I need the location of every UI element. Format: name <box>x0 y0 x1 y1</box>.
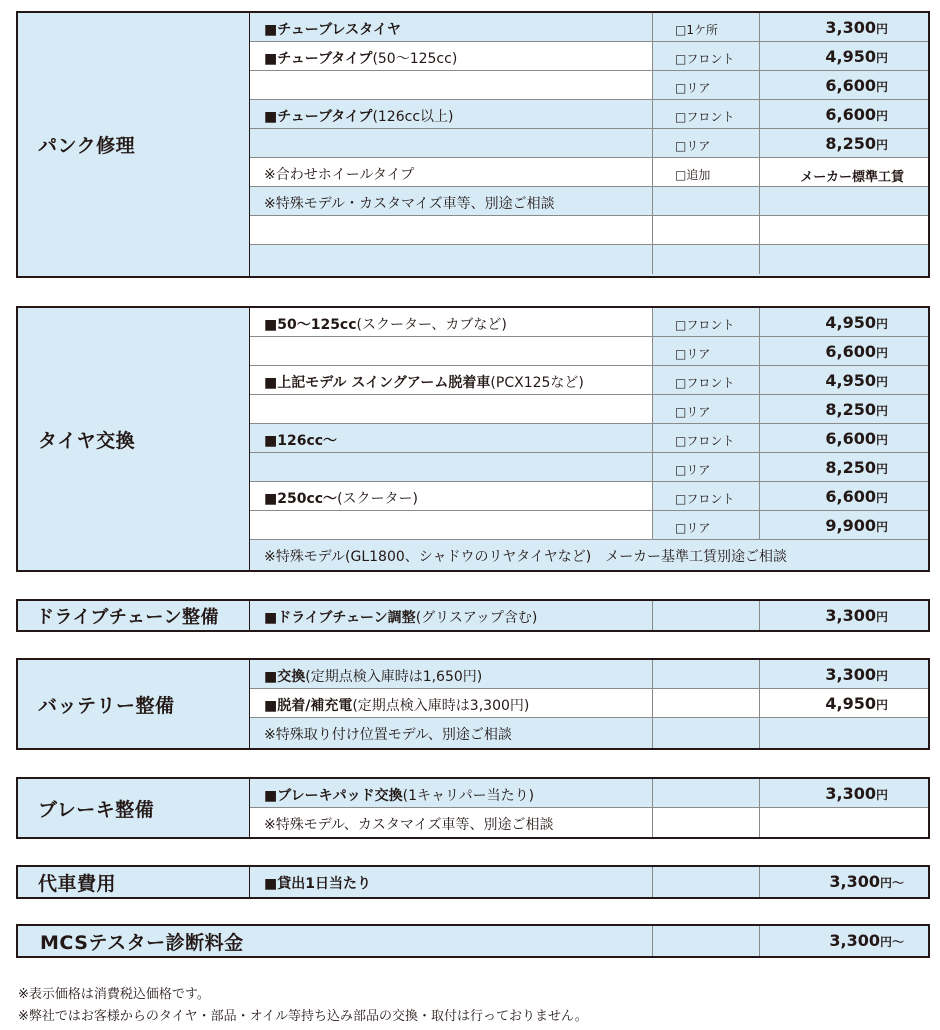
price: 3,300円 <box>825 784 888 803</box>
service-desc-cont <box>250 129 653 157</box>
special-note: ※特殊取り付け位置モデル、別途ご相談 <box>250 718 653 748</box>
empty-row <box>250 245 928 274</box>
note-row <box>250 187 928 216</box>
service-desc: ■チューブレスタイヤ <box>250 13 653 41</box>
price: 3,300円 <box>825 606 888 625</box>
price: 4,950円 <box>825 47 888 66</box>
service-desc: ■脱着/補充電(定期点検入庫時は3,300円) <box>250 689 653 717</box>
option-checkbox[interactable]: □リア <box>653 71 760 99</box>
service-desc: ■チューブタイプ(126cc以上) <box>250 100 653 128</box>
puncture-table <box>16 11 930 278</box>
empty-cell <box>653 187 760 215</box>
price-row <box>250 660 928 689</box>
option-checkbox[interactable]: □フロント <box>653 42 760 70</box>
chain-table <box>16 599 930 632</box>
empty-cell <box>653 867 760 897</box>
price: 6,600円 <box>825 76 888 95</box>
chain-category: ドライブチェーン整備 <box>18 601 250 630</box>
price-row <box>250 867 928 897</box>
empty-row <box>250 216 928 245</box>
price-row <box>250 42 928 71</box>
price-row <box>250 366 928 395</box>
mcs-category: MCSテスター診断料金 <box>18 926 653 956</box>
note-row <box>250 718 928 748</box>
price: 6,600円 <box>825 342 888 361</box>
brake-table <box>16 777 930 839</box>
footnote-parts: ※弊社ではお客様からのタイヤ・部品・オイル等持ち込み部品の交換・取付は行っておりません。 <box>18 1009 588 1024</box>
service-desc-cont <box>250 453 653 481</box>
price-row <box>250 779 928 808</box>
special-note: ※特殊モデル(GL1800、シャドウのリヤタイヤなど) メーカー基準工賃別途ご相談 <box>264 549 787 565</box>
empty-cell <box>653 660 760 688</box>
empty-cell <box>653 601 760 630</box>
service-desc: ■ブレーキパッド交換(1キャリパー当たり) <box>250 779 653 807</box>
empty-cell <box>653 779 760 807</box>
service-desc: ■貸出1日当たり <box>250 867 653 897</box>
option-checkbox[interactable]: □追加 <box>653 158 760 186</box>
price: 8,250円 <box>825 400 888 419</box>
price-row <box>250 129 928 158</box>
battery-table <box>16 658 930 750</box>
brake-category: ブレーキ整備 <box>18 779 250 837</box>
service-desc: ■ドライブチェーン調整(グリスアップ含む) <box>250 601 653 630</box>
price-row <box>250 71 928 100</box>
tire-category: タイヤ交換 <box>18 308 250 570</box>
price-row <box>250 158 928 187</box>
price: 4,950円 <box>825 371 888 390</box>
option-checkbox[interactable]: □フロント <box>653 482 760 510</box>
price-row <box>250 395 928 424</box>
price-row <box>250 308 928 337</box>
price: 8,250円 <box>825 458 888 477</box>
service-desc: ■250cc〜(スクーター) <box>250 482 653 540</box>
price-row <box>250 100 928 129</box>
price-row <box>250 601 928 630</box>
option-checkbox[interactable]: □リア <box>653 453 760 481</box>
puncture-category: パンク修理 <box>18 13 250 276</box>
price: 8,250円 <box>825 134 888 153</box>
price: 6,600円 <box>825 105 888 124</box>
service-desc: ※合わせホイールタイプ <box>250 158 653 186</box>
price-row <box>250 689 928 718</box>
mcs-table <box>16 924 930 958</box>
note-row <box>250 808 928 837</box>
price-row <box>250 424 928 453</box>
empty-cell <box>653 245 760 274</box>
price-row <box>250 337 928 366</box>
special-note: ※特殊モデル、カスタマイズ車等、別途ご相談 <box>250 808 653 837</box>
option-checkbox[interactable]: □フロント <box>653 308 760 336</box>
empty-cell <box>250 245 653 274</box>
price: メーカー標準工賃 <box>800 170 904 185</box>
empty-cell <box>653 808 760 837</box>
price-row <box>250 511 928 540</box>
price: 6,600円 <box>825 487 888 506</box>
empty-cell <box>653 718 760 748</box>
service-desc: ■チューブタイプ(50〜125cc) <box>250 42 653 100</box>
battery-category: バッテリー整備 <box>18 660 250 748</box>
option-checkbox[interactable]: □リア <box>653 395 760 423</box>
rental-category: 代車費用 <box>18 867 250 897</box>
service-desc: ■50〜125cc(スクーター、カブなど) <box>250 308 653 366</box>
empty-cell <box>653 689 760 717</box>
rental-table <box>16 865 930 899</box>
option-checkbox[interactable]: □リア <box>653 511 760 539</box>
price: 4,950円 <box>825 694 888 713</box>
price: 3,300円 <box>825 665 888 684</box>
price: 4,950円 <box>825 313 888 332</box>
option-checkbox[interactable]: □フロント <box>653 424 760 452</box>
option-checkbox[interactable]: □フロント <box>653 100 760 128</box>
service-desc: ■交換(定期点検入庫時は1,650円) <box>250 660 653 688</box>
price: 6,600円 <box>825 429 888 448</box>
special-note: ※特殊モデル・カスタマイズ車等、別途ご相談 <box>250 187 653 215</box>
empty-cell <box>250 216 653 244</box>
price-row <box>250 13 928 42</box>
option-checkbox[interactable]: □フロント <box>653 366 760 394</box>
footnote-tax: ※表示価格は消費税込価格です。 <box>18 987 210 1002</box>
price-row <box>250 482 928 511</box>
price: 3,300円〜 <box>829 931 904 950</box>
price: 3,300円〜 <box>829 872 904 891</box>
price-row <box>653 926 928 956</box>
note-row <box>250 540 928 569</box>
price-row <box>250 453 928 482</box>
option-checkbox[interactable]: □リア <box>653 129 760 157</box>
service-desc: ■126cc〜 <box>250 424 653 452</box>
empty-cell <box>653 926 760 956</box>
empty-cell <box>653 216 760 244</box>
option-checkbox[interactable]: □1ケ所 <box>653 13 760 41</box>
tire-table <box>16 306 930 572</box>
price: 3,300円 <box>825 18 888 37</box>
option-checkbox[interactable]: □リア <box>653 337 760 365</box>
price: 9,900円 <box>825 516 888 535</box>
service-desc: ■上記モデル スイングアーム脱着車(PCX125など) <box>250 366 653 424</box>
